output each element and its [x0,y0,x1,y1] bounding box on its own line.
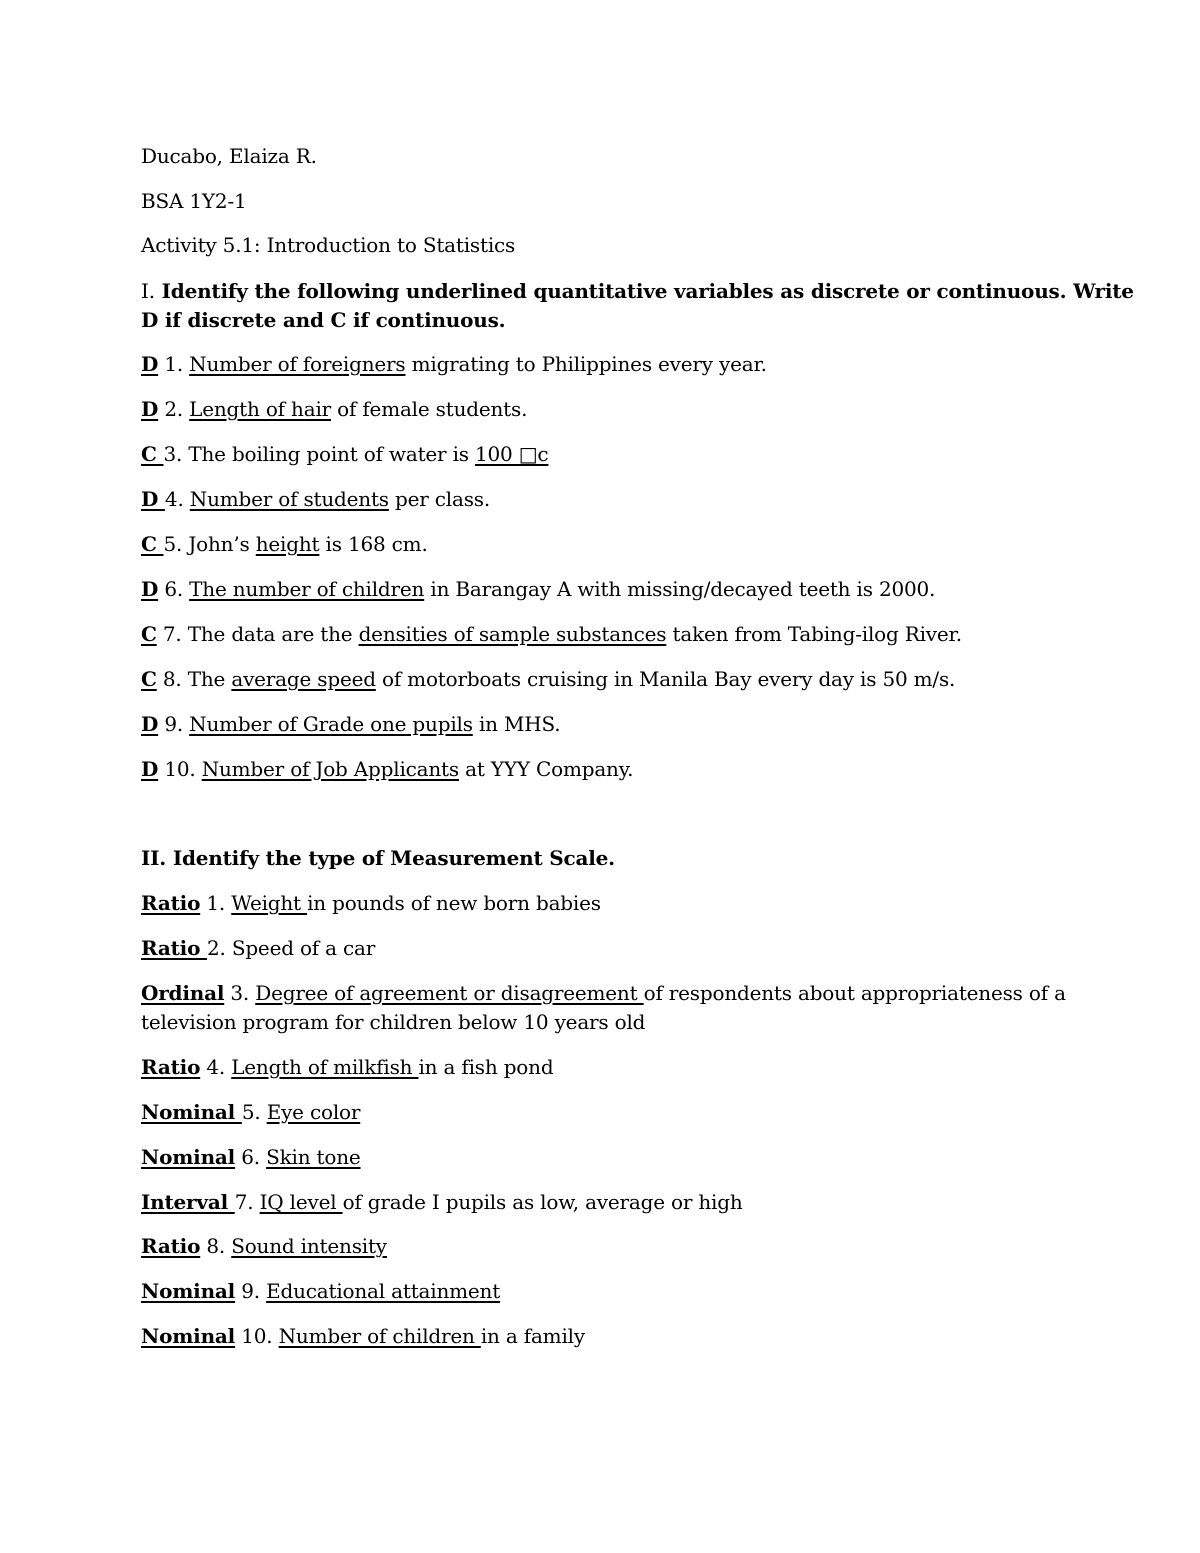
item-text-post: of female students. [331,397,528,421]
item-underlined-variable: Skin tone [266,1145,361,1169]
item-text-post: in Barangay A with missing/decayed teeth is 2000. [424,577,936,601]
part1-item [141,440,548,469]
item-text-post: Speed of a car [231,936,376,960]
item-underlined-variable: Length of milkfish [231,1055,419,1079]
item-underlined-variable: Degree of agreement or disagreement [255,981,644,1005]
student-name: Ducabo, Elaiza R. [141,144,317,168]
part1-item [141,485,490,514]
item-number: 1. [158,352,190,376]
part1-instruction-line2: D if discrete and C if continuous. [141,308,506,332]
item-number: 3. [224,981,256,1005]
item-underlined-variable: Sound intensity [231,1234,387,1258]
item-underlined-variable: Educational attainment [266,1279,501,1303]
item-underlined-variable: Eye color [266,1100,361,1124]
item-number: 7. [156,622,188,646]
item-answer: C [141,442,164,466]
item-answer: Nominal [141,1145,236,1169]
part1-instruction [141,277,1134,306]
item-number: 5. [241,1100,267,1124]
part1-item [141,395,527,424]
item-text-post: migrating to Philippines every year. [405,352,767,376]
item-underlined-variable: Number of foreigners [189,352,406,376]
item-answer: D [141,757,159,781]
part1-item [141,665,955,694]
item-text-post: per class. [388,487,490,511]
part2-item [141,1053,553,1082]
item-underlined-variable: Number of Grade one pupils [189,712,473,736]
part1-instruction-line1: Identify the following underlined quantitative variables as discrete or continuous. Write [161,279,1134,303]
part2-item [141,979,1066,1008]
item-number: 6. [235,1145,267,1169]
item-text-pre: John’s [188,532,256,556]
item-underlined-variable: 100 □c [475,442,549,466]
item-number: 4. [164,487,190,511]
item-text-post: in a family [480,1324,585,1348]
part2-item [141,889,601,918]
activity-title: Activity 5.1: Introduction to Statistics [141,233,516,257]
item-underlined-variable: The number of children [189,577,425,601]
part1-item [141,710,560,739]
item-number: 4. [200,1055,232,1079]
item-answer: Nominal [141,1324,236,1348]
part2-item [141,1098,360,1127]
item-text-pre: The data are the [187,622,359,646]
part2-item [141,1232,387,1261]
part1-item [141,350,767,379]
item-text-post: of motorboats cruising in Manila Bay every day is 50 m/s. [375,667,956,691]
item-answer: D [141,577,159,601]
item-number: 2. [158,397,190,421]
item-underlined-variable: IQ level [259,1190,343,1214]
part2-item-continuation: television program for children below 10 years old [141,1010,646,1034]
part1-item [141,575,935,604]
item-number: 8. [156,667,188,691]
item-underlined-variable: Length of hair [189,397,331,421]
item-text-post: at YYY Company. [458,757,634,781]
item-answer: Ratio [141,1234,201,1258]
item-number: 1. [200,891,232,915]
item-number: 3. [163,442,189,466]
item-number: 7. [234,1190,260,1214]
item-text-post: in a fish pond [418,1055,554,1079]
part2-item [141,1322,585,1351]
item-answer: C [141,622,157,646]
part1-roman-numeral: I. [141,279,155,303]
item-text-post: in pounds of new born babies [307,891,601,915]
item-underlined-variable: densities of sample substances [358,622,667,646]
item-number: 5. [163,532,189,556]
part2-item [141,1277,500,1306]
item-underlined-variable: Number of students [189,487,389,511]
part2-item [141,1143,361,1172]
item-underlined-variable: height [255,532,320,556]
part1-item [141,755,633,784]
item-underlined-variable: average speed [231,667,376,691]
item-answer: Ordinal [141,981,225,1005]
item-answer: D [141,487,165,511]
item-answer: D [141,397,159,421]
item-answer: Ratio [141,891,201,915]
item-text-pre: The [187,667,232,691]
item-number: 9. [158,712,190,736]
item-text-post: taken from Tabing-ilog River. [666,622,962,646]
item-number: 10. [235,1324,279,1348]
item-number: 10. [158,757,202,781]
item-answer: Nominal [141,1100,242,1124]
item-text-pre: The boiling point of water is [188,442,475,466]
item-number: 9. [235,1279,267,1303]
item-underlined-variable: Number of Job Applicants [201,757,459,781]
item-number: 6. [158,577,190,601]
part2-item [141,1188,743,1217]
part2-instruction: II. Identify the type of Measurement Scale. [141,846,615,870]
part1-item [141,530,428,559]
item-number: 2. [206,936,232,960]
item-answer: C [141,532,164,556]
item-answer: D [141,352,159,376]
item-text-post: of respondents about appropriateness of a [643,981,1066,1005]
item-underlined-variable: Number of children [278,1324,481,1348]
item-answer: Interval [141,1190,235,1214]
item-number: 8. [200,1234,232,1258]
item-underlined-variable: Weight [231,891,308,915]
item-answer: Ratio [141,936,207,960]
part2-item [141,934,375,963]
item-answer: Ratio [141,1055,201,1079]
item-answer: D [141,712,159,736]
item-answer: Nominal [141,1279,236,1303]
item-text-post: is 168 cm. [319,532,428,556]
item-text-post: in MHS. [472,712,561,736]
item-text-post: of grade I pupils as low, average or high [342,1190,743,1214]
student-section: BSA 1Y2-1 [141,189,247,213]
item-answer: C [141,667,157,691]
part1-item [141,620,962,649]
